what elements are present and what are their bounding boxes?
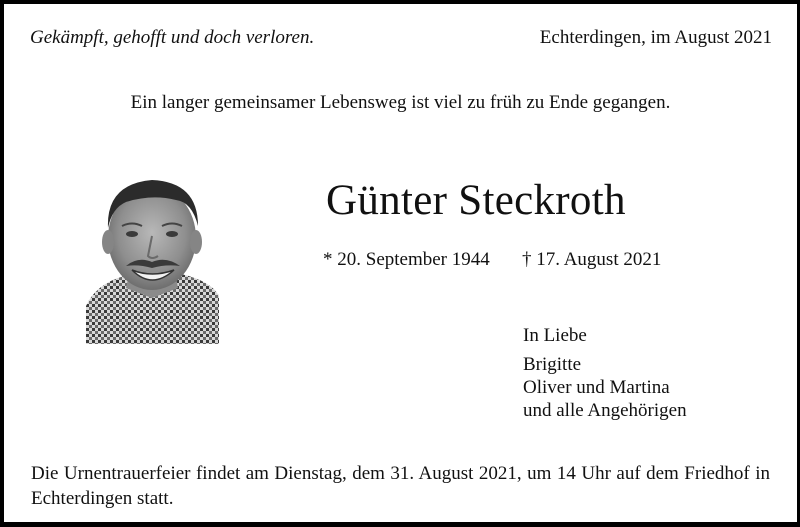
mourners-block <box>523 324 687 422</box>
death-date: † 17. August 2021 <box>522 249 662 270</box>
motto: Gekämpft, gehofft und doch verloren. <box>30 27 315 48</box>
birth-date: * 20. September 1944 <box>323 249 490 270</box>
intro-line: Ein langer gemeinsamer Lebensweg ist viel zu früh zu Ende gegangen. <box>130 92 671 113</box>
portrait-photo <box>86 166 219 344</box>
deceased-name: Günter Steckroth <box>326 177 626 224</box>
greeting: In Liebe <box>523 325 587 346</box>
mourner-name: Brigitte <box>523 354 582 375</box>
funeral-info: Die Urnentrauerfeier findet am Dienstag, dem 31. August 2021, um 14 Uhr auf dem Friedhof in Echterdingen statt. <box>31 463 770 509</box>
mourner-name: Oliver und Martina <box>523 377 670 398</box>
mourner-name: und alle Angehörigen <box>523 400 687 421</box>
place-date: Echterdingen, im August 2021 <box>539 27 772 48</box>
